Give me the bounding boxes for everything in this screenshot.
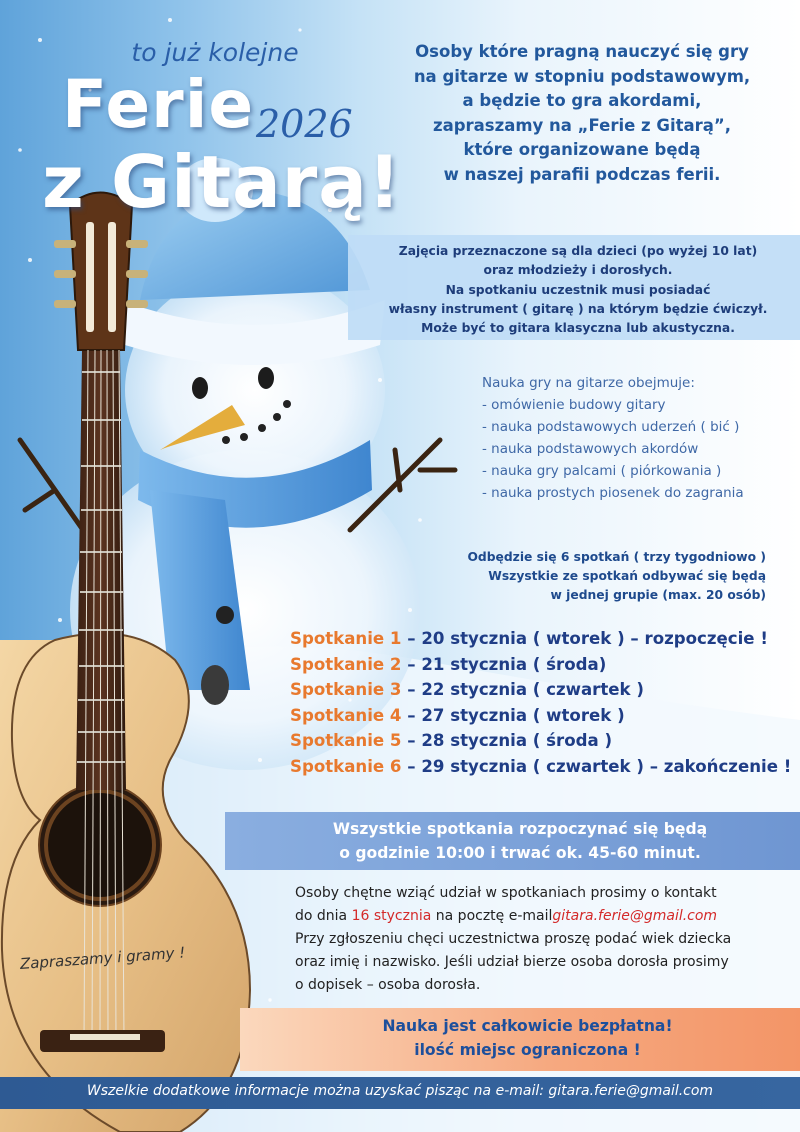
audience-line: oraz młodzieży i dorosłych. [483, 263, 673, 278]
meeting-detail: – 28 stycznia ( środa ) [401, 731, 613, 750]
time-info-line: o godzinie 10:00 i trwać ok. 45-60 minut. [339, 843, 701, 862]
meeting-detail: – 29 stycznia ( czwartek ) – zakończenie ! [401, 756, 792, 776]
poster-title-line1: Ferie [62, 66, 255, 143]
time-info-line: Wszystkie spotkania rozpoczynać się będą [332, 820, 708, 838]
contact-line: Osoby chętne wziąć udział w spotkaniach prosimy o kontakt [295, 885, 717, 901]
contact-info [295, 882, 785, 997]
meeting-row [290, 626, 795, 652]
meeting-schedule [290, 626, 795, 779]
curriculum-item: - nauka podstawowych uderzeń ( bić ) [482, 419, 740, 435]
meeting-detail: – 20 stycznia ( wtorek ) – rozpoczęcie ! [401, 629, 768, 648]
meeting-label: Spotkanie 3 [290, 680, 402, 699]
meeting-detail: – 22 stycznia ( czwartek ) [401, 680, 644, 699]
intro-line: na gitarze w stopniu podstawowym, [413, 66, 751, 86]
contact-line [295, 905, 785, 928]
intro-text [382, 40, 782, 187]
deadline-date: 16 stycznia [351, 908, 432, 924]
meeting-row [290, 728, 795, 754]
free-line: Nauka jest całkowicie bezpłatna! [382, 1017, 673, 1035]
contact-line: o dopisek – osoba dorosła. [295, 977, 481, 993]
intro-line: które organizowane będą [463, 140, 701, 159]
time-info [240, 818, 800, 865]
curriculum-list [482, 372, 792, 504]
audience-line: Może być to gitara klasyczna lub akustyczna. [421, 321, 735, 336]
meeting-label: Spotkanie 1 [290, 629, 402, 648]
poster-subtitle: to już kolejne [131, 38, 299, 67]
audience-line: własny instrument ( gitarę ) na którym będzie ćwiczył. [388, 301, 768, 316]
curriculum-item: - nauka gry palcami ( piórkowania ) [482, 463, 722, 479]
curriculum-heading: Nauka gry na gitarze obejmuje: [482, 375, 695, 391]
meeting-row [290, 677, 795, 703]
meeting-row [290, 652, 795, 678]
poster-year: 2026 [256, 102, 353, 146]
intro-line: w naszej parafii podczas ferii. [443, 164, 721, 184]
meetings-info [420, 548, 766, 606]
meetings-info-line: w jednej grupie (max. 20 osób) [550, 588, 766, 603]
curriculum-item: - nauka prostych piosenek do zagrania [482, 485, 744, 501]
contact-line: oraz imię i nazwisko. Jeśli udział bierze osoba dorosła prosimy [295, 954, 729, 970]
contact-line: Przy zgłoszeniu chęci uczestnictwa proszę podać wiek dziecka [295, 931, 732, 947]
meeting-label: Spotkanie 5 [290, 731, 402, 750]
meeting-label: Spotkanie 6 [290, 756, 402, 776]
intro-line: a będzie to gra akordami, [462, 91, 702, 110]
meeting-label: Spotkanie 4 [290, 705, 402, 725]
audience-text [358, 242, 798, 338]
meetings-info-line: Odbędzie się 6 spotkań ( trzy tygodniowo ) [467, 550, 766, 564]
meeting-row [290, 754, 795, 780]
free-line: ilość miejsc ograniczona ! [414, 1041, 641, 1059]
meeting-detail: – 21 stycznia ( środa) [401, 654, 607, 674]
poster-title-line2: z Gitarą! [42, 140, 402, 224]
footer-text: Wszelkie dodatkowe informacje można uzyskać pisząc na e-mail: gitara.ferie@gmail.com [86, 1083, 714, 1099]
contact-email-link[interactable]: gitara.ferie@gmail.com [552, 908, 718, 924]
audience-line: Na spotkaniu uczestnik musi posiadać [445, 282, 711, 297]
curriculum-item: - nauka podstawowych akordów [482, 441, 699, 457]
meeting-detail: – 27 stycznia ( wtorek ) [401, 705, 625, 725]
intro-line: Osoby które pragną nauczyć się gry [415, 42, 749, 61]
free-info [255, 1014, 800, 1062]
meeting-label: Spotkanie 2 [290, 654, 402, 674]
invite-text: Zapraszamy i gramy ! [19, 943, 186, 973]
audience-line: Zajęcia przeznaczone są dla dzieci (po wyżej 10 lat) [398, 244, 758, 258]
contact-text: do dnia [295, 908, 352, 924]
curriculum-item: - omówienie budowy gitary [482, 397, 666, 413]
intro-line: zapraszamy na „Ferie z Gitarą”, [432, 115, 731, 135]
meeting-row [290, 703, 795, 729]
contact-text: na pocztę e-mail [431, 908, 553, 924]
meetings-info-line: Wszystkie ze spotkań odbywać się będą [488, 569, 766, 584]
